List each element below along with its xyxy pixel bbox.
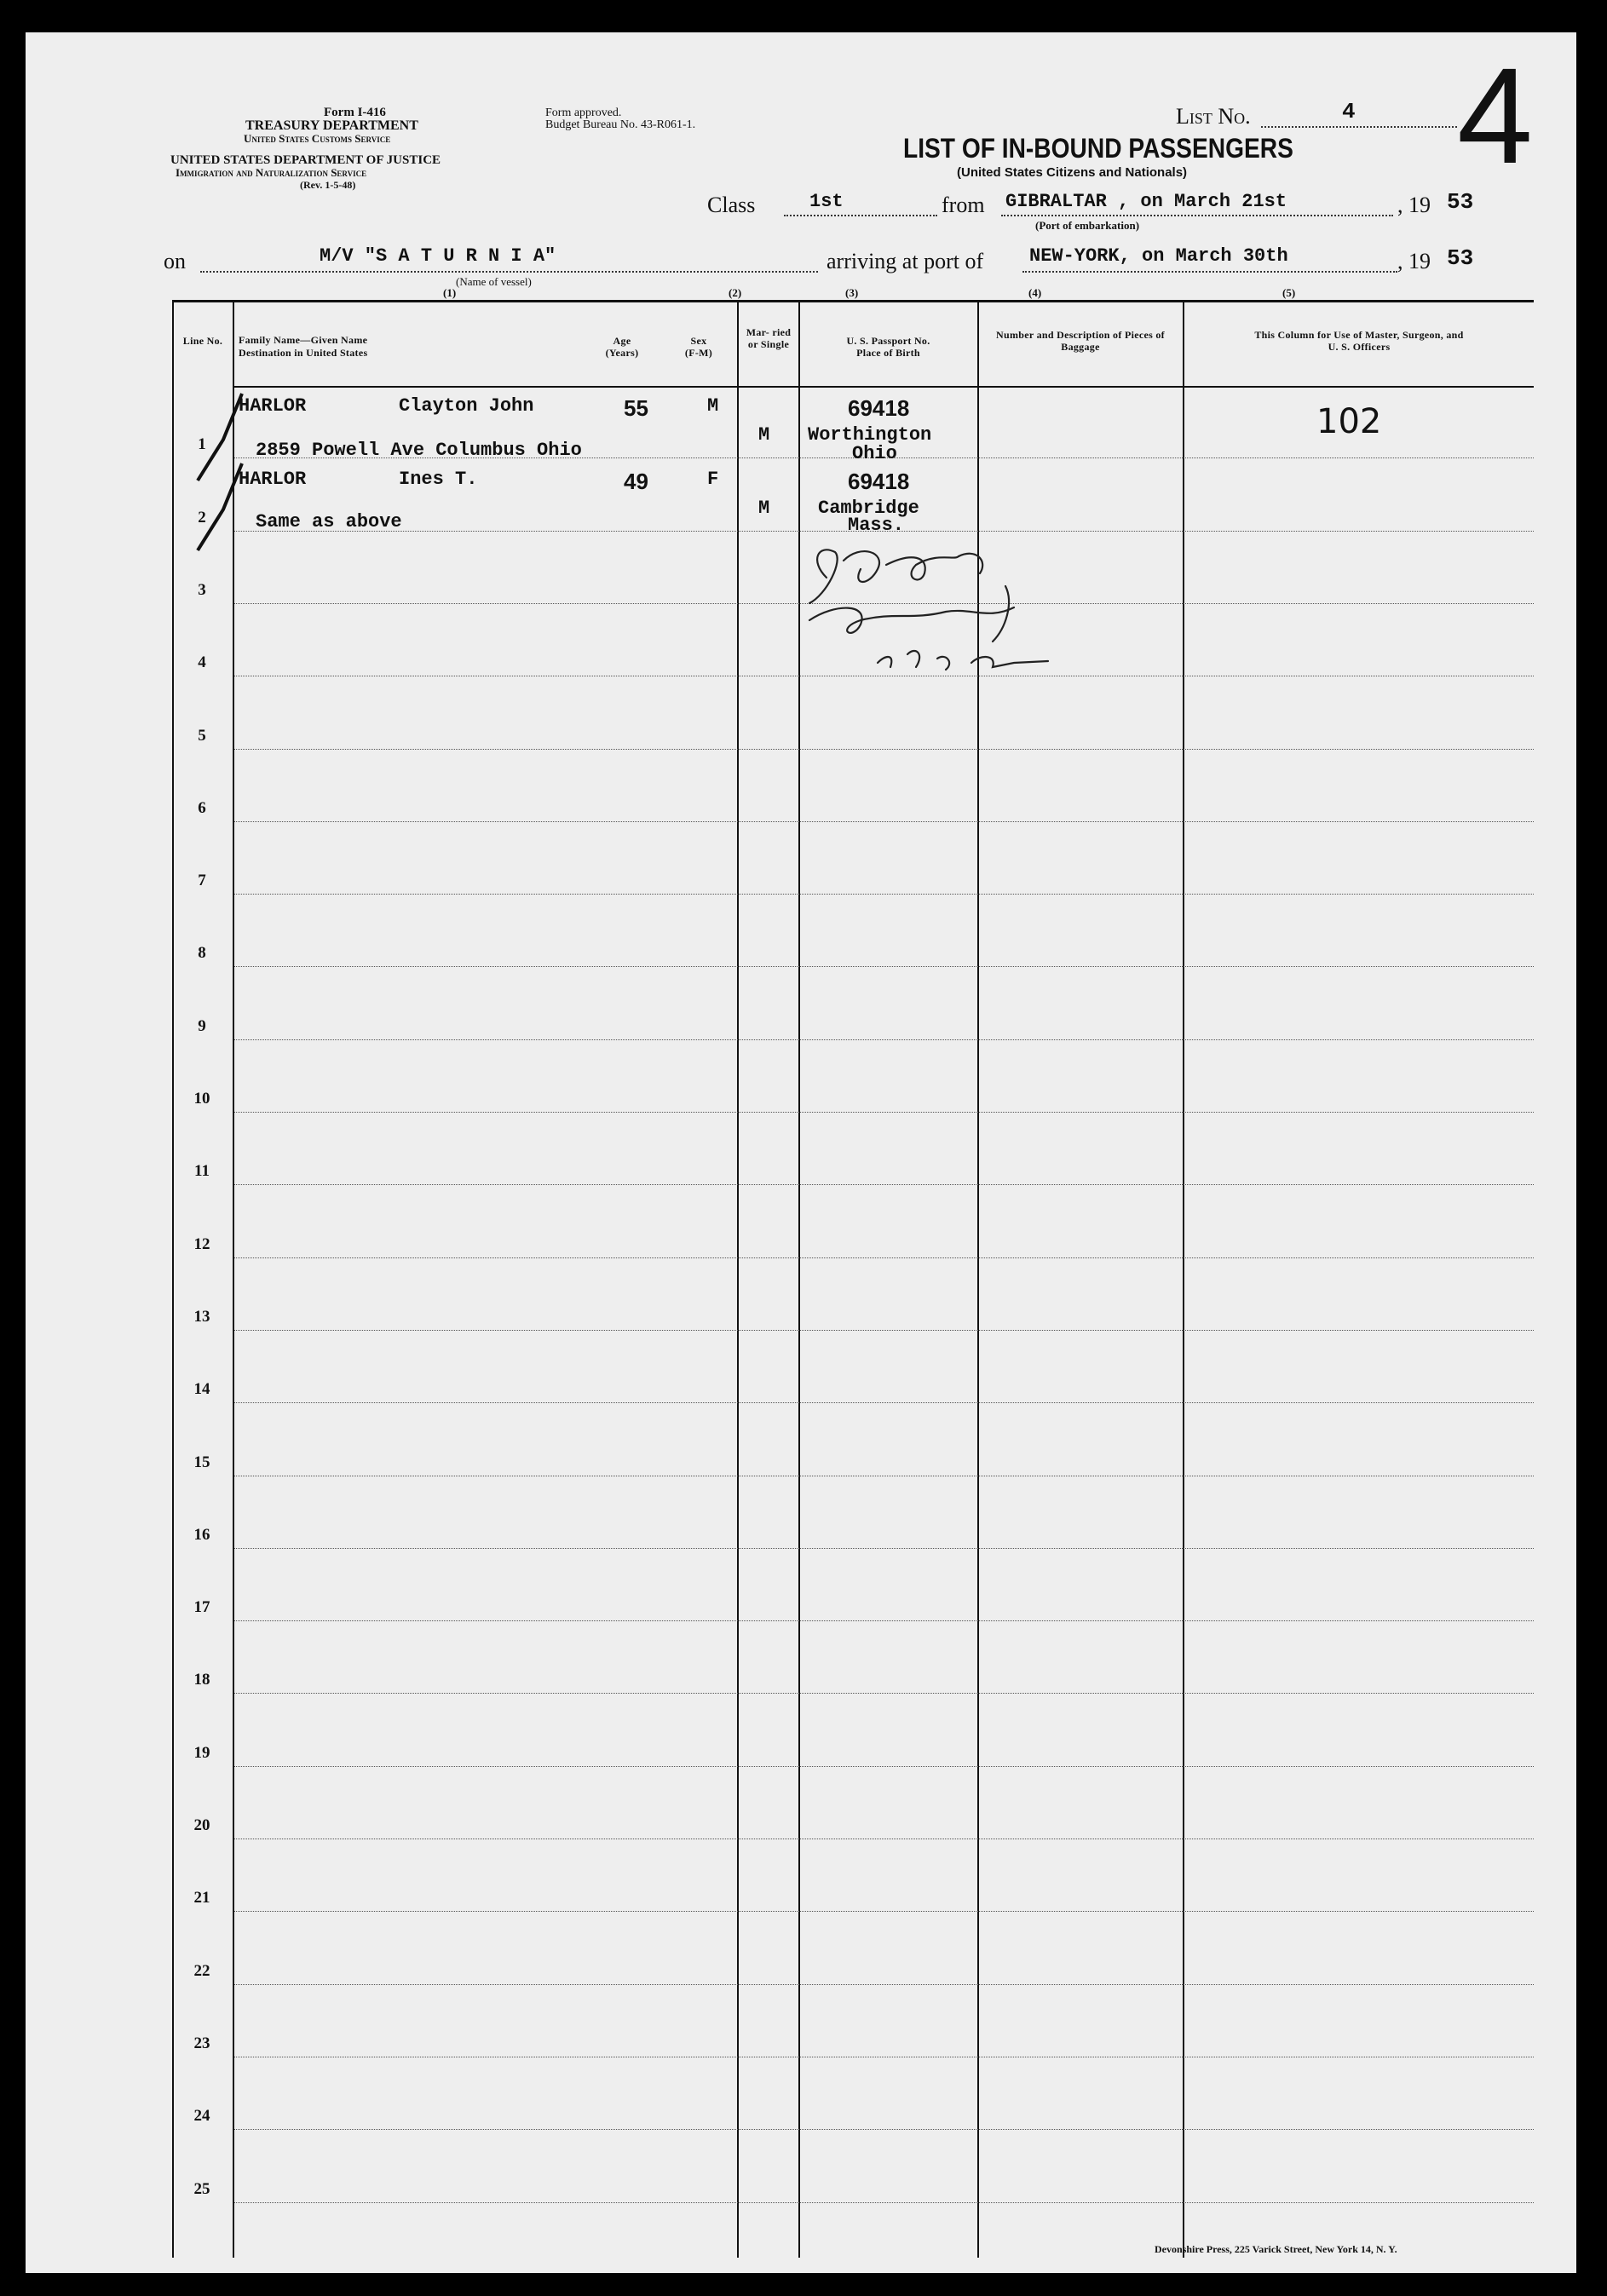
passenger-2-family-name: HARLOR [239,469,307,490]
row-rule [234,1548,1534,1549]
year1-prefix: , 19 [1397,193,1431,217]
row-number: 20 [193,1816,210,1834]
passenger-2-age: 49 [624,469,648,494]
row-number: 7 [198,872,206,890]
row-number: 4 [198,653,206,672]
column-number-2: (2) [729,286,742,299]
vessel-caption: (Name of vessel) [456,275,532,288]
form-approved: Form approved. [545,106,622,119]
header-birthplace: Place of Birth [856,347,920,359]
row-number: 14 [193,1380,210,1399]
row-rule [234,1330,1534,1331]
row-rule [234,2129,1534,2130]
row-number: 2 [198,508,206,527]
treasury-department: TREASURY DEPARTMENT [245,118,418,133]
justice-department: UNITED STATES DEPARTMENT OF JUSTICE [170,153,441,167]
arrival-value: NEW-YORK, on March 30th [1029,245,1288,267]
row-rule [234,966,1534,967]
row-number: 9 [198,1016,206,1035]
header-age-unit: (Years) [605,347,639,359]
header-bottom-rule [234,386,1534,388]
row-rule [234,1257,1534,1258]
passenger-2-sex: F [707,469,719,490]
row-number: 10 [193,1090,210,1108]
passenger-1-age: 55 [624,395,648,421]
passenger-1-married: M [758,424,770,446]
row-number: 21 [193,1889,210,1908]
column-number-5: (5) [1282,286,1296,299]
embarkation-value: GIBRALTAR , on March 21st [1005,191,1287,212]
check-mark [189,458,266,561]
row-number: 5 [198,726,206,745]
row-rule [234,749,1534,750]
row-number: 12 [193,1234,210,1253]
row-rule [234,1620,1534,1621]
header-married: Mar- ried or Single [746,326,792,350]
header-destination: Destination in United States [239,347,368,359]
row-number: 23 [193,2034,210,2052]
row-rule [234,1766,1534,1767]
printer-imprint: Devonshire Press, 225 Varick Street, New York 14, N. Y. [1155,2243,1397,2255]
row-number: 18 [193,1671,210,1689]
passenger-2-birthplace-state: Mass. [848,515,905,536]
customs-service: United States Customs Service [244,132,391,145]
row-number: 15 [193,1453,210,1471]
from-label: from [942,193,985,217]
passenger-1-birthplace-city: Worthington [808,424,932,446]
passenger-1-given-name: Clayton John [399,395,534,417]
row-rule [234,1402,1534,1403]
header-sex-unit: (F-M) [684,347,713,359]
row-number: 8 [198,944,206,963]
passenger-2-married: M [758,498,770,519]
page-title: LIST OF IN-BOUND PASSENGERS [903,133,1293,164]
header-passport: U. S. Passport No. [846,335,930,347]
year2-value: 53 [1447,245,1474,271]
big-list-number: 4 [1457,39,1533,192]
row-rule [234,1039,1534,1040]
form-number: Form I-416 [324,106,386,119]
row-rule [234,1184,1534,1185]
class-label: Class [707,193,756,217]
row-rule [234,894,1534,895]
row-rule [234,1984,1534,1985]
on-label: on [164,249,186,273]
passenger-2-given-name: Ines T. [399,469,478,490]
header-line-no: Line No. [182,335,223,347]
passenger-1-birthplace-state: Ohio [852,443,897,464]
column-divider [233,300,234,2258]
row-number: 22 [193,1961,210,1980]
passenger-2-birthplace-city: Cambridge [818,498,919,519]
header-officers: This Column for Use of Master, Surgeon, and U. S. Officers [1254,329,1464,353]
row-number: 6 [198,798,206,817]
column-number-4: (4) [1028,286,1042,299]
table-top-rule [172,300,1534,302]
passenger-1-sex: M [707,395,719,417]
list-no-value: 4 [1342,99,1356,124]
column-divider [737,300,739,2258]
row-number: 11 [194,1162,210,1181]
row-rule [234,1693,1534,1694]
passenger-1-passport: 69418 [848,395,910,421]
port-caption: (Port of embarkation) [1035,219,1140,232]
row-rule [234,1911,1534,1912]
passenger-1-family-name: HARLOR [239,395,307,417]
column-number-1: (1) [443,286,457,299]
row-rule [234,821,1534,822]
row-number: 19 [193,1743,210,1762]
revision-date: (Rev. 1-5-48) [300,179,356,191]
year1-value: 53 [1447,189,1474,215]
page-subtitle: (United States Citizens and Nationals) [957,165,1188,180]
row-number: 25 [193,2179,210,2198]
list-no-label: List No. [1176,104,1251,129]
passenger-2-destination: Same as above [256,511,402,532]
vessel-name: M/V "S A T U R N I A" [320,245,556,267]
row-number: 17 [193,1598,210,1617]
header-sex: Sex [690,335,707,347]
header-baggage: Number and Description of Pieces of Baggage [996,329,1165,353]
officer-note: 102 [1316,402,1382,441]
arriving-label: arriving at port of [827,249,984,273]
header-age: Age [613,335,631,347]
passenger-2-passport: 69418 [848,469,910,494]
row-number: 16 [193,1525,210,1544]
column-divider [1183,300,1184,2258]
passenger-1-destination: 2859 Powell Ave Columbus Ohio [256,440,582,461]
year2-prefix: , 19 [1397,249,1431,273]
immigration-service: Immigration and Naturalization Service [176,166,367,179]
column-number-3: (3) [845,286,859,299]
budget-bureau: Budget Bureau No. 43-R061-1. [545,118,696,131]
row-rule [234,1112,1534,1113]
row-number: 13 [193,1307,210,1326]
row-rule [234,2202,1534,2203]
class-value: 1st [809,191,844,212]
row-number: 1 [198,435,206,454]
row-number: 24 [193,2107,210,2126]
inspector-signature [775,527,1133,688]
header-name: Family Name—Given Name [239,334,368,346]
passenger-list-form [26,32,1576,2273]
row-number: 3 [198,580,206,599]
